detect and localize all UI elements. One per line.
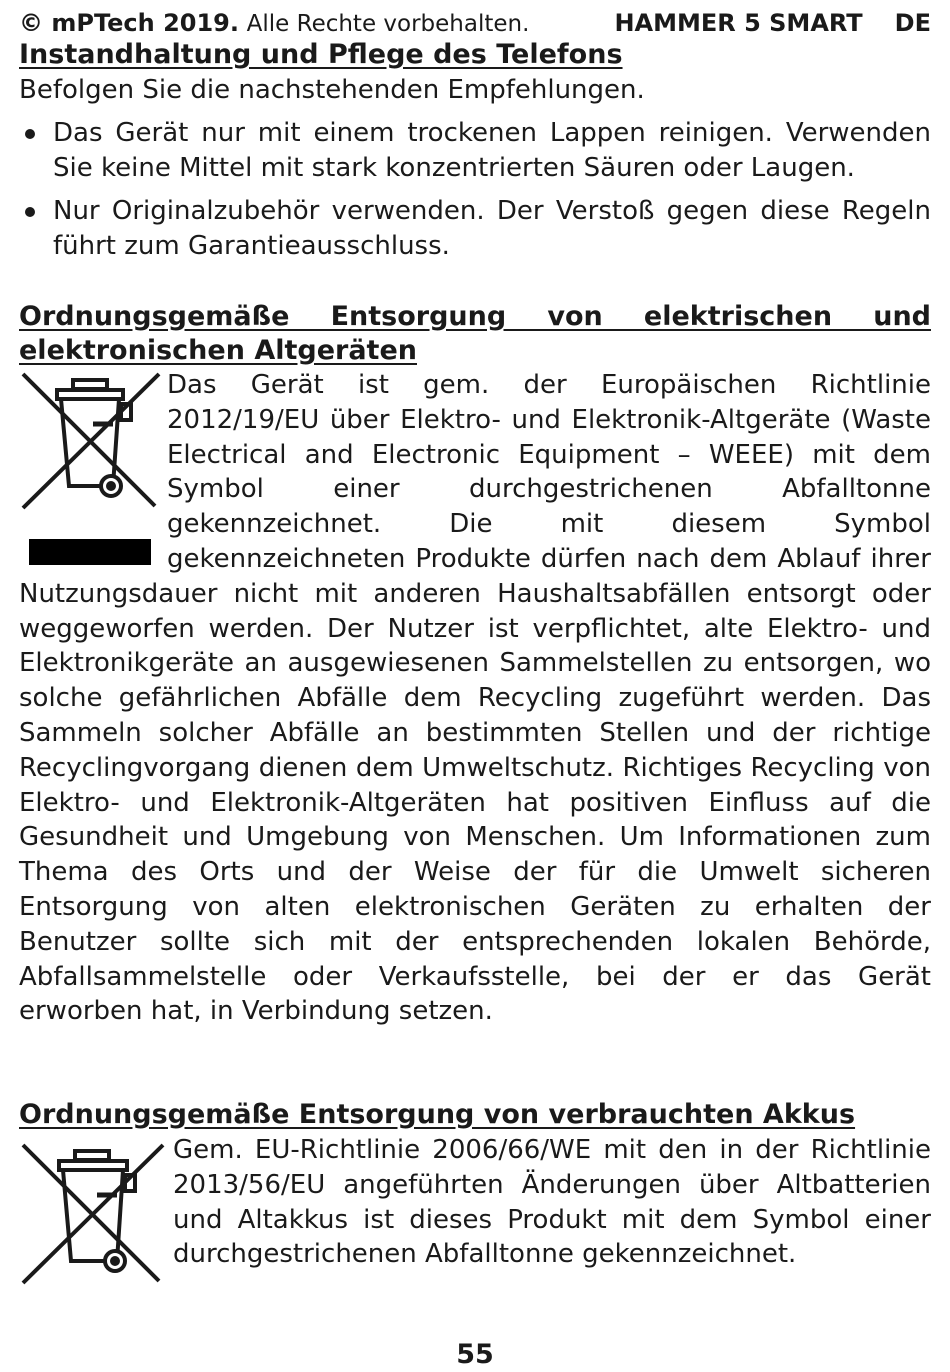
rights-reserved: Alle Rechte vorbehalten. xyxy=(246,11,530,37)
list-item: Das Gerät nur mit einem trockenen Lappen reinigen. Verwenden Sie keine Mittel mit stark konzentrierten Säuren oder Laugen. xyxy=(19,116,931,185)
heading-weee-disposal: Ordnungsgemäße Entsorgung von elektrischen und elektronischen Altgeräten xyxy=(19,301,931,366)
language-code: DE xyxy=(894,9,931,37)
model-language xyxy=(614,6,931,40)
crossed-out-bin-icon xyxy=(19,1133,167,1293)
battery-section xyxy=(19,1133,931,1303)
weee-section xyxy=(19,368,931,1029)
list-item: Nur Originalzubehör verwenden. Der Verstoß gegen diese Regeln führt zum Garantieausschluss. xyxy=(19,194,931,263)
weee-symbol xyxy=(19,368,161,548)
copyright: © mPTech 2019. xyxy=(19,9,239,37)
battery-symbol xyxy=(19,1133,167,1303)
weee-text: Das Gerät ist gem. der Europäischen Richtlinie 2012/19/EU über Elektro- und Elektronik-Altgeräte (Waste Electrical and Electronic Equipment – WEEE) mit dem Symbol einer durchgestrichenen Abfalltonne gekennzeichnet. Die mit diesem Symbol gekennzeichneten Produkte dürfen nach dem Ablauf ihrer Nutzungsdauer nicht mit anderen Haushaltsabfällen entsorgt oder weggeworfen werden. Der Nutzer ist verpflichtet, alte Elektro- und Elektronikgeräte an ausgewiesenen Sammelstellen zu entsorgen, wo solche gefährlichen Abfälle dem Recycling zugeführt werden. Das Sammeln solcher Abfälle an bestimmten Stellen und der richtige Recyclingvorgang dienen dem Umweltschutz. Richtiges Recycling von Elektro- und Elektronik-Altgeräten hat positiven Einfluss auf die Gesundheit und Umgebung von Menschen. Um Informationen zum Thema des Orts und der Weise der für die Umwelt sicheren Entsorgung von alten elektronischen Geräten zu erhalten der Benutzer sollte sich mit der entsprechenden lokalen Behörde, Abfallsammelstelle oder Verkaufsstelle, bei der er das Gerät erworben hat, in Verbindung setzen. xyxy=(19,370,931,1027)
care-recommendations xyxy=(19,116,931,273)
copyright-line xyxy=(19,6,529,41)
page-header xyxy=(19,6,931,40)
heading-battery-disposal: Ordnungsgemäße Entsorgung von verbrauchten Akkus xyxy=(19,1099,856,1130)
battery-text: Gem. EU-Richtlinie 2006/66/WE mit den in der Richtlinie 2013/56/EU angeführten Änderungen über Altbatterien und Altakkus ist dieses Produkt mit dem Symbol einer durchgestrichenen Abfalltonne gekennzeichnet. xyxy=(173,1135,931,1270)
care-intro: Befolgen Sie die nachstehenden Empfehlungen. xyxy=(19,75,645,105)
heading-care: Instandhaltung und Pflege des Telefons xyxy=(19,39,623,70)
model-name: HAMMER 5 SMART xyxy=(614,9,863,37)
crossed-out-bin-icon xyxy=(19,368,161,510)
page-number: 55 xyxy=(456,1339,494,1370)
black-bar xyxy=(29,539,151,565)
